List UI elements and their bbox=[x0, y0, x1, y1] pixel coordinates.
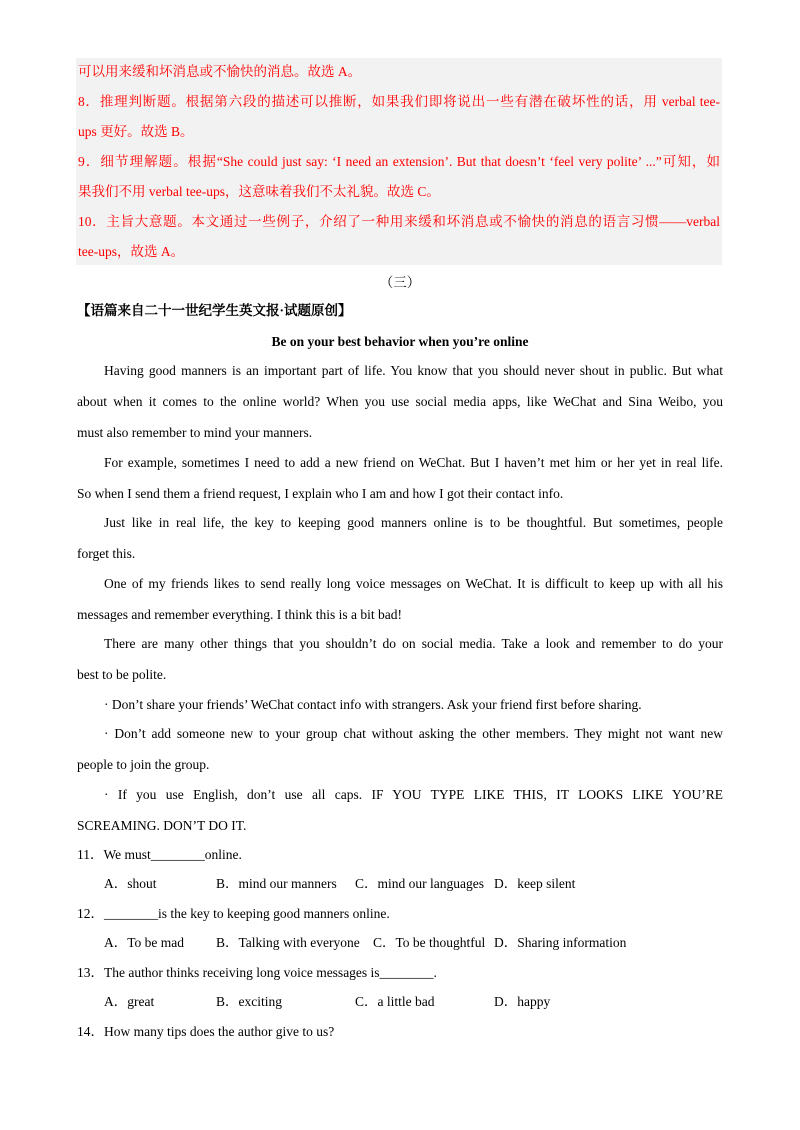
option-c: C．To be thoughtful bbox=[373, 935, 486, 950]
answer-line: 8．推理判断题。根据第六段的描述可以推断，如果我们即将说出一些有潜在破坏性的话，用 verbal tee- bbox=[78, 94, 720, 109]
source-heading: 【语篇来自二十一世纪学生英文报·试题原创】 bbox=[77, 303, 352, 318]
article-line: Having good manners is an important part of life. You know that you should never shout in public. But what bbox=[104, 363, 723, 378]
tip-item: · Don’t add someone new to your group chat without asking the other members. They might not want new bbox=[104, 726, 723, 741]
option-d: D．Sharing information bbox=[494, 935, 627, 950]
article-line: must also remember to mind your manners. bbox=[77, 425, 313, 440]
answer-line: 可以用来缓和坏消息或不愉快的消息。故选 A。 bbox=[78, 64, 362, 79]
question-stem: 12．________is the key to keeping good manners online. bbox=[77, 906, 390, 921]
article-line: For example, sometimes I need to add a new friend on WeChat. But I haven’t met him or her yet in real life. bbox=[104, 455, 723, 470]
option-c: C．mind our languages bbox=[355, 876, 484, 891]
option-b: B．Talking with everyone bbox=[216, 935, 360, 950]
answer-line: ups 更好。故选 B。 bbox=[78, 124, 194, 139]
tip-item: · Don’t share your friends’ WeChat contact info with strangers. Ask your friend first before sharing. bbox=[104, 697, 642, 712]
answer-line: 10．主旨大意题。本文通过一些例子，介绍了一种用来缓和坏消息或不愉快的消息的语言习惯——verbal bbox=[78, 214, 720, 229]
article-line: about when it comes to the online world? When you use social media apps, like WeChat and Sina Weibo, you bbox=[77, 394, 723, 409]
article-line: SCREAMING. DON’T DO IT. bbox=[77, 818, 247, 833]
question-stem: 11．We must________online. bbox=[77, 847, 242, 862]
article-line: One of my friends likes to send really long voice messages on WeChat. It is difficult to keep up with all his bbox=[104, 576, 723, 591]
question-stem: 13．The author thinks receiving long voice messages is________. bbox=[77, 965, 437, 980]
option-b: B．exciting bbox=[216, 994, 282, 1009]
option-d: D．happy bbox=[494, 994, 551, 1009]
article-line: Just like in real life, the key to keeping good manners online is to be thoughtful. But sometimes, people bbox=[104, 515, 723, 530]
question-stem: 14．How many tips does the author give to us? bbox=[77, 1024, 335, 1039]
article-line: So when I send them a friend request, I explain who I am and how I got their contact info. bbox=[77, 486, 564, 501]
article-line: people to join the group. bbox=[77, 757, 210, 772]
option-a: A．great bbox=[104, 994, 155, 1009]
option-c: C．a little bad bbox=[355, 994, 435, 1009]
answer-line: 果我们不用 verbal tee-ups，这意味着我们不太礼貌。故选 C。 bbox=[78, 184, 440, 199]
option-d: D．keep silent bbox=[494, 876, 576, 891]
section-marker: （三） bbox=[379, 275, 421, 290]
option-a: A．shout bbox=[104, 876, 157, 891]
article-line: messages and remember everything. I think this is a bit bad! bbox=[77, 607, 403, 622]
option-b: B．mind our manners bbox=[216, 876, 337, 891]
article-line: There are many other things that you shouldn’t do on social media. Take a look and remember to do your bbox=[104, 636, 723, 651]
article-line: forget this. bbox=[77, 546, 136, 561]
tip-item: · If you use English, don’t use all caps. IF YOU TYPE LIKE THIS, IT LOOKS LIKE YOU’RE bbox=[104, 787, 723, 802]
option-a: A．To be mad bbox=[104, 935, 185, 950]
article-line: best to be polite. bbox=[77, 667, 167, 682]
article-title: Be on your best behavior when you’re online bbox=[271, 334, 529, 349]
answer-line: 9．细节理解题。根据“She could just say: ‘I need an extension’. But that doesn’t ‘feel very polite’ ...”可知，如 bbox=[78, 154, 720, 169]
answer-line: tee-ups，故选 A。 bbox=[78, 244, 185, 259]
